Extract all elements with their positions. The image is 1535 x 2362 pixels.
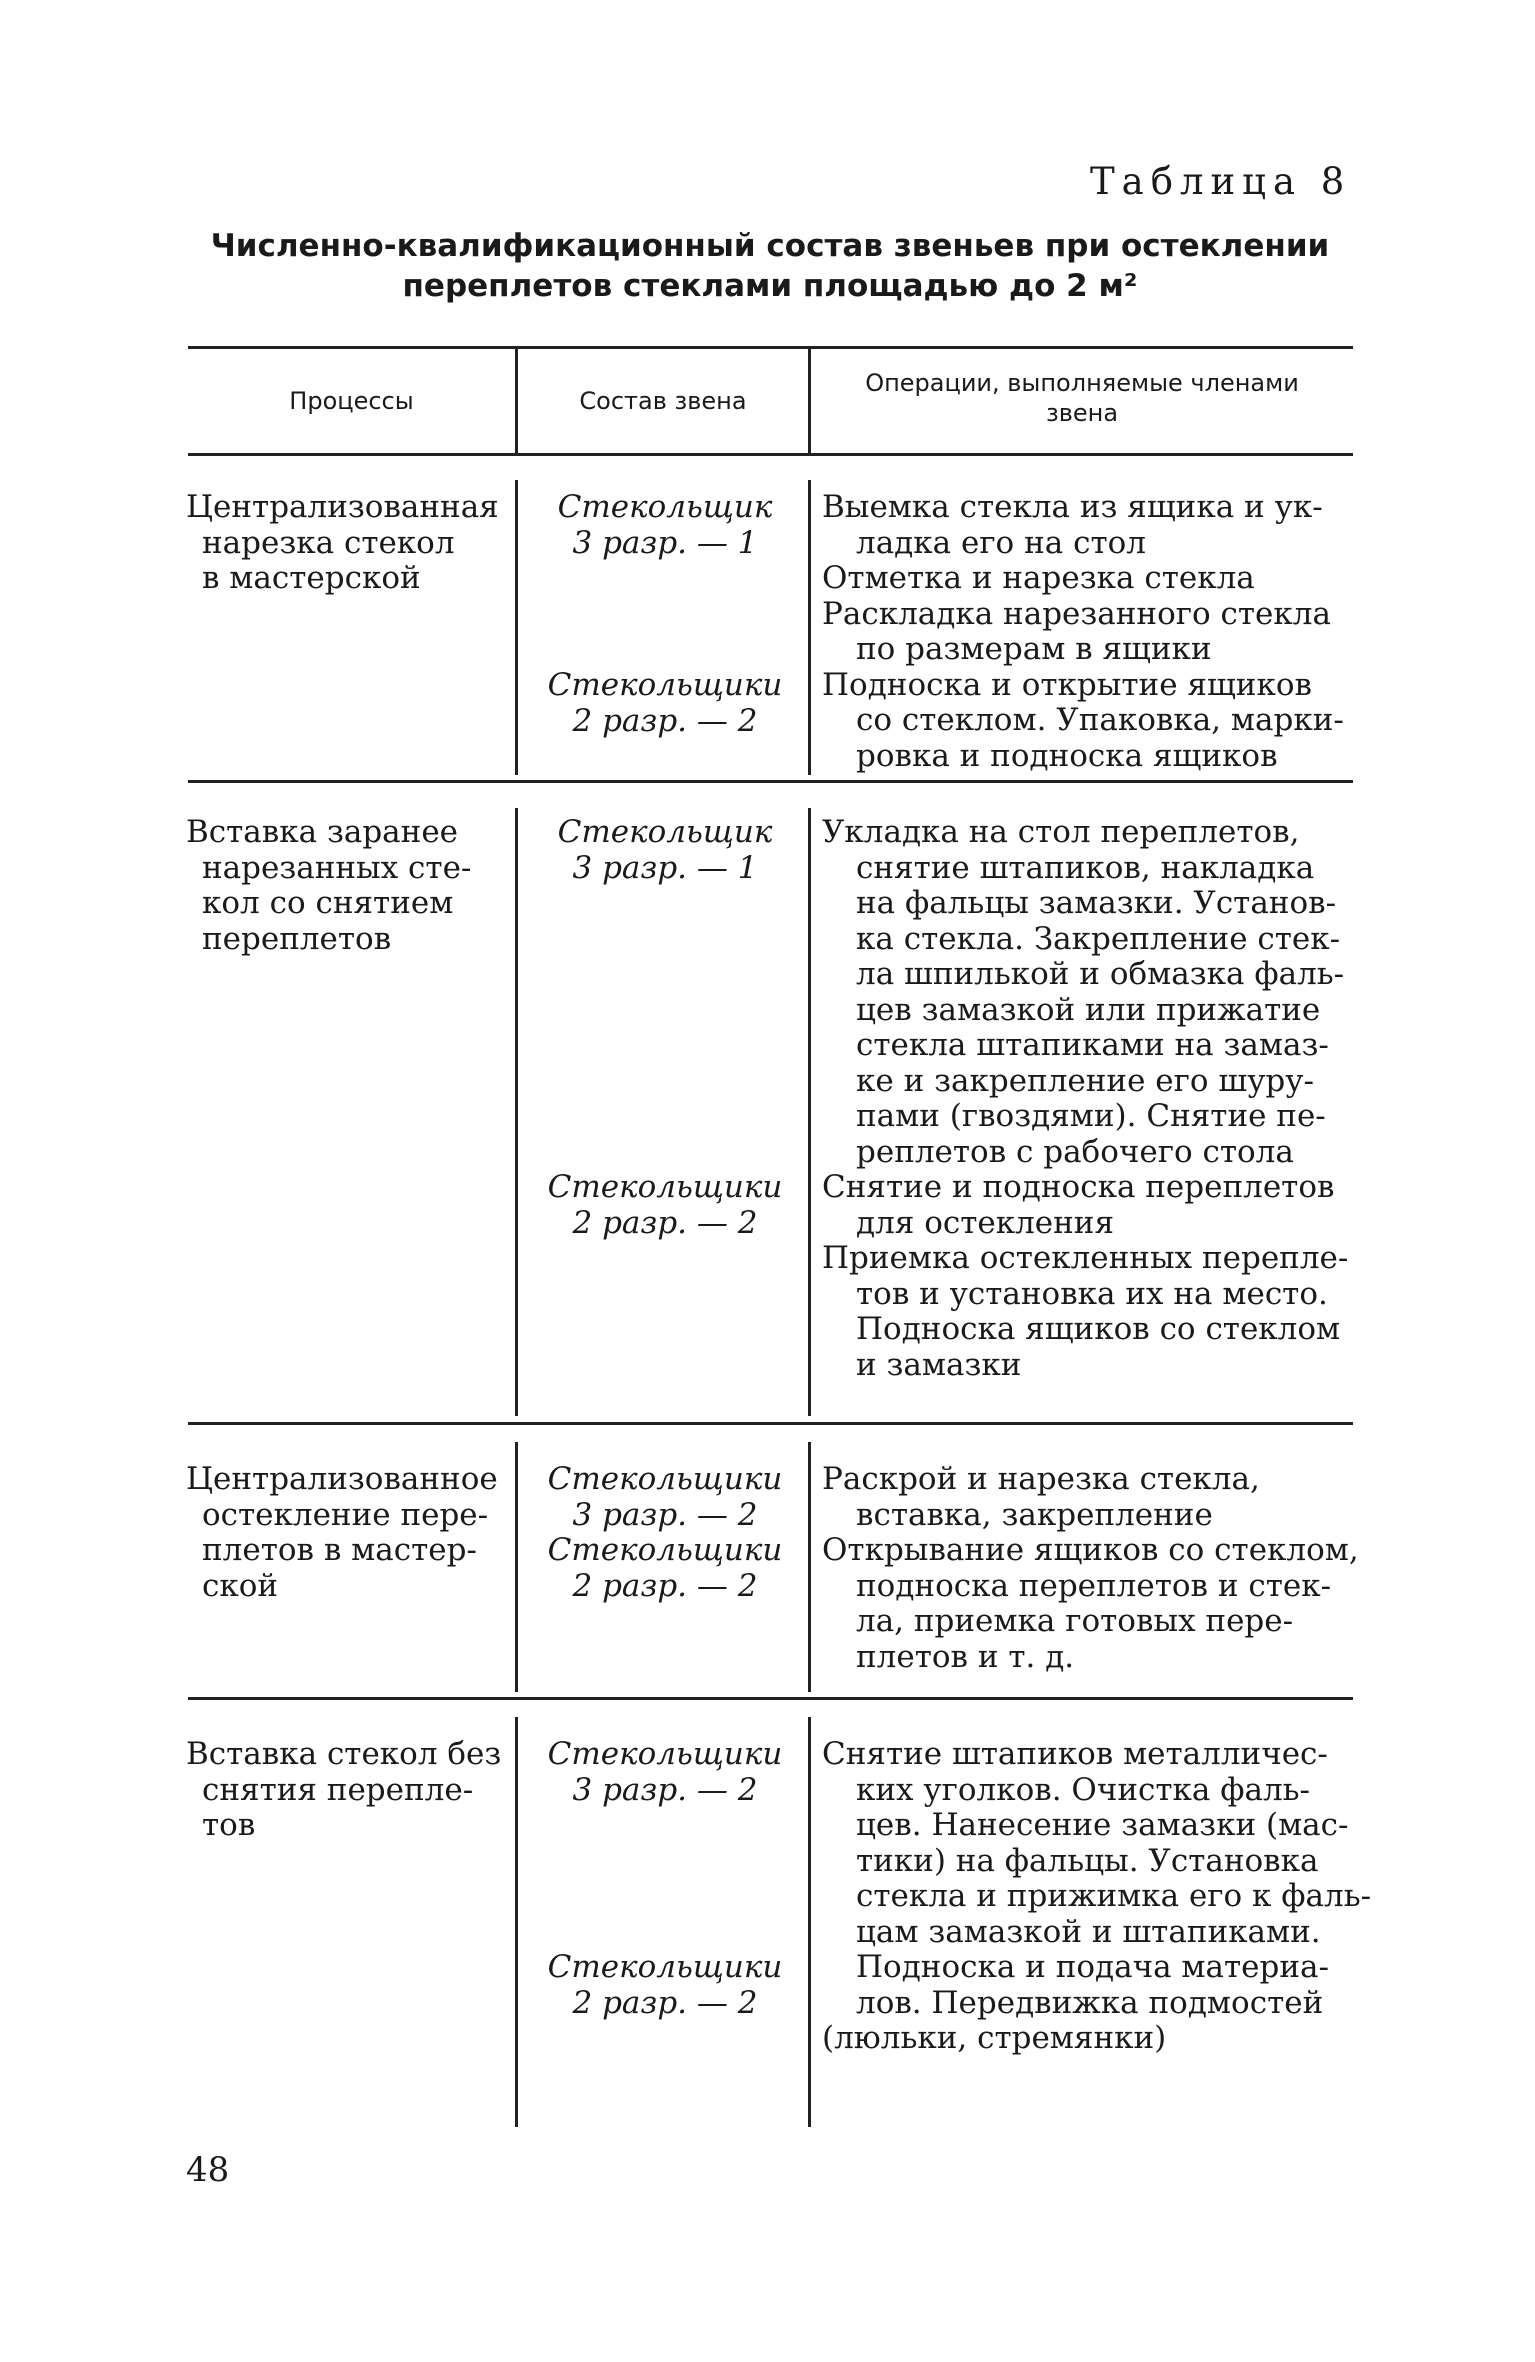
row-2-staff-grade-3: Стекольщик 3 разр. — 1 <box>557 814 773 886</box>
row-1-process: Централизованная нарезка стекол в мастерской <box>186 489 499 596</box>
table-title-line-2: переплетов стеклами площадью до 2 м² <box>402 268 1138 304</box>
header-bottom-rule <box>188 453 1353 456</box>
column-rule <box>515 480 518 775</box>
page-number: 48 <box>186 2150 230 2190</box>
column-rule <box>808 808 811 1416</box>
row-1-staff-grade-3: Стекольщик 3 разр. — 1 <box>557 489 773 561</box>
table-label: Таблица 8 <box>1090 160 1352 203</box>
header-processes: Процессы <box>289 387 414 415</box>
row-1-staff-grade-2: Стекольщики 2 разр. — 2 <box>547 667 783 739</box>
column-rule <box>515 808 518 1416</box>
row-3-process: Централизованное остекление пере- плетов в мастер- ской <box>186 1461 498 1604</box>
column-rule <box>515 1442 518 1692</box>
row-divider-3 <box>188 1697 1353 1700</box>
column-rule <box>515 1717 518 2127</box>
row-3-staff-grade-3: Стекольщики 3 разр. — 2 <box>547 1461 783 1533</box>
row-divider-1 <box>188 780 1353 783</box>
row-4-staff-grade-3: Стекольщики 3 разр. — 2 <box>547 1736 783 1808</box>
table-title-line-1: Численно-квалификационный состав звеньев при остеклении <box>210 228 1330 264</box>
header-operations: Операции, выполняемые членами звена <box>865 369 1299 427</box>
row-4-process: Вставка стекол без снятия перепле- тов <box>186 1736 502 1843</box>
column-rule <box>808 1717 811 2127</box>
row-2-staff-grade-2: Стекольщики 2 разр. — 2 <box>547 1169 783 1241</box>
row-4-operations: Снятие штапиков металличес- ких уголков. Очистка фаль- цев. Нанесение замазки (мас- тики) на фальцы. Установка стекла и прижимка его к фаль- цам замазкой и штапиками. Подноска и подача материа- лов. Передвижка подмостей (люльки, стремянки) <box>822 1736 1372 2056</box>
column-rule <box>808 480 811 775</box>
row-2-process: Вставка заранее нарезанных сте- кол со снятием переплетов <box>186 814 472 957</box>
table-top-rule <box>188 346 1353 349</box>
column-rule <box>808 1442 811 1692</box>
header-staff: Состав звена <box>579 387 747 415</box>
row-2-operations: Укладка на стол переплетов, снятие штапиков, накладка на фальцы замазки. Установ- ка стекла. Закрепление стек- ла шпилькой и обмазка фаль- цев замазкой или прижатие стекла штапиками на замаз- ке и закрепление его шуру- пами (гвоздями). Снятие пе- реплетов с рабочего стола Снятие и подноска переплетов для остекления Приемка остекленных перепле- тов и установка их на место. Подноска ящиков со стеклом и замазки <box>822 814 1349 1383</box>
row-divider-2 <box>188 1422 1353 1425</box>
row-3-staff-grade-2: Стекольщики 2 разр. — 2 <box>547 1532 783 1604</box>
row-1-operations: Выемка стекла из ящика и ук- ладка его на стол Отметка и нарезка стекла Раскладка нарезанного стекла по размерам в ящики Подноска и открытие ящиков со стеклом. Упаковка, марки- ровка и подноска ящиков <box>822 489 1344 774</box>
row-4-staff-grade-2: Стекольщики 2 разр. — 2 <box>547 1949 783 2021</box>
row-3-operations: Раскрой и нарезка стекла, вставка, закрепление Открывание ящиков со стеклом, подноска переплетов и стек- ла, приемка готовых пере- плетов и т. д. <box>822 1461 1359 1675</box>
